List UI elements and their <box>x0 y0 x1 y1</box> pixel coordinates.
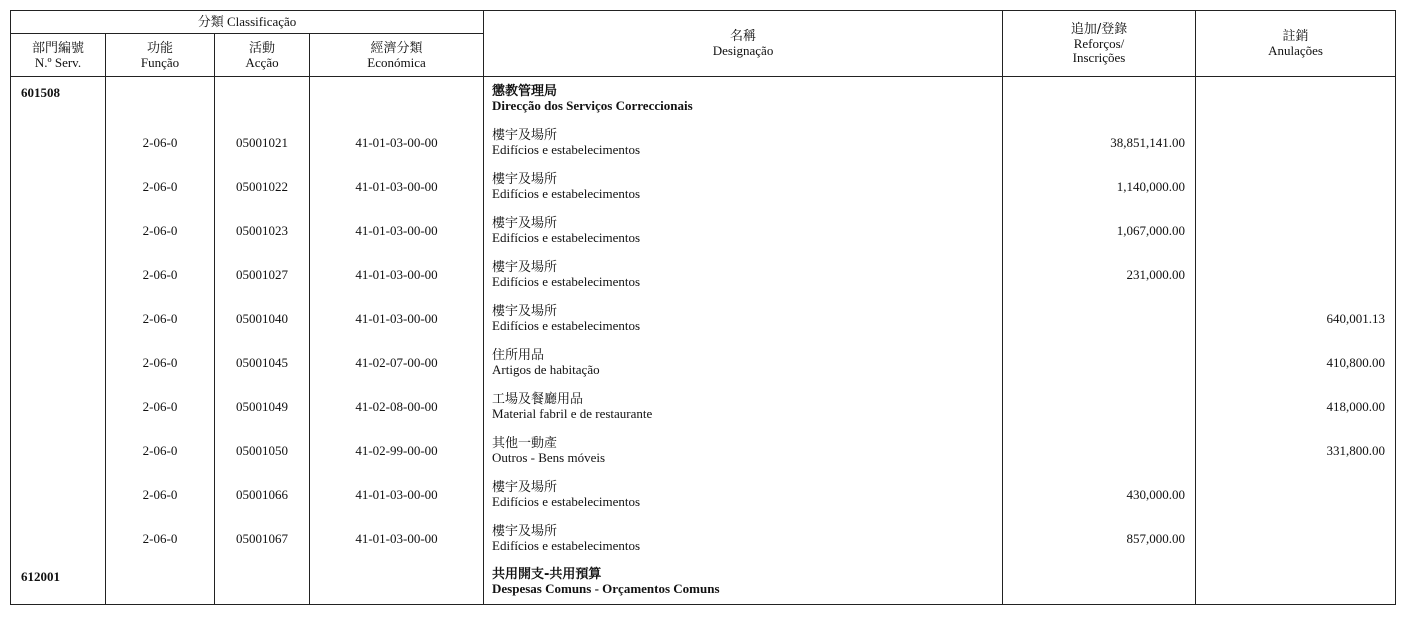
serv-cell <box>11 341 106 385</box>
anulacoes-cell <box>1196 165 1396 209</box>
serv-cell: 612001 <box>11 561 106 605</box>
budget-table <box>10 10 1396 605</box>
designacao-zh: 住所用品 <box>492 347 545 363</box>
classification-header: 分類 Classificação <box>11 11 484 34</box>
reforcos-cell <box>1003 385 1196 429</box>
serv-cell <box>11 209 106 253</box>
table-row <box>11 429 1396 473</box>
economica-cell: 41-02-07-00-00 <box>310 341 484 385</box>
designacao-pt: Edifícios e estabelecimentos <box>492 229 641 245</box>
accao-cell: 05001066 <box>215 473 310 517</box>
funcao-cell: 2-06-0 <box>106 253 215 297</box>
funcao-cell: 2-06-0 <box>106 429 215 473</box>
reforcos-cell: 1,067,000.00 <box>1003 209 1196 253</box>
funcao-cell: 2-06-0 <box>106 209 215 253</box>
reforcos-cell <box>1003 297 1196 341</box>
anulacoes-cell <box>1196 77 1396 121</box>
designacao-cell <box>484 297 1003 341</box>
designacao-cell <box>484 209 1003 253</box>
designacao-zh: 樓宇及場所 <box>492 127 558 143</box>
table-row <box>11 209 1396 253</box>
reforcos-cell <box>1003 429 1196 473</box>
accao-cell: 05001040 <box>215 297 310 341</box>
designacao-cell <box>484 165 1003 209</box>
table-row <box>11 341 1396 385</box>
funcao-cell <box>106 77 215 121</box>
designacao-cell <box>484 77 1003 121</box>
serv-cell <box>11 517 106 561</box>
designacao-zh: 樓宇及場所 <box>492 479 558 495</box>
funcao-cell: 2-06-0 <box>106 121 215 165</box>
designacao-zh: 懲教管理局 <box>492 83 558 99</box>
reforcos-cell: 857,000.00 <box>1003 517 1196 561</box>
reforcos-cell <box>1003 341 1196 385</box>
designacao-cell <box>484 429 1003 473</box>
anulacoes-cell <box>1196 517 1396 561</box>
accao-cell: 05001023 <box>215 209 310 253</box>
economica-cell: 41-01-03-00-00 <box>310 517 484 561</box>
designacao-header: 名稱 Designação <box>484 11 1003 77</box>
funcao-cell: 2-06-0 <box>106 517 215 561</box>
designacao-cell <box>484 385 1003 429</box>
reforcos-cell: 1,140,000.00 <box>1003 165 1196 209</box>
reforcos-cell <box>1003 561 1196 605</box>
anulacoes-cell: 331,800.00 <box>1196 429 1396 473</box>
designacao-pt: Edifícios e estabelecimentos <box>492 493 641 509</box>
table-row <box>11 473 1396 517</box>
economica-cell: 41-02-99-00-00 <box>310 429 484 473</box>
designacao-pt: Artigos de habitação <box>492 361 600 377</box>
designacao-zh: 其他一動產 <box>492 435 558 451</box>
economica-cell <box>310 561 484 605</box>
anulacoes-cell <box>1196 561 1396 605</box>
designacao-pt: Edifícios e estabelecimentos <box>492 141 641 157</box>
designacao-zh: 樓宇及場所 <box>492 303 558 319</box>
reforcos-header: 追加/登錄 Reforços/ Inscrições <box>1003 11 1196 77</box>
funcao-cell: 2-06-0 <box>106 473 215 517</box>
designacao-pt: Edifícios e estabelecimentos <box>492 185 641 201</box>
designacao-cell <box>484 121 1003 165</box>
economica-cell: 41-02-08-00-00 <box>310 385 484 429</box>
reforcos-cell <box>1003 77 1196 121</box>
anulacoes-cell <box>1196 209 1396 253</box>
economica-header: 經濟分類 Económica <box>310 34 484 77</box>
economica-cell: 41-01-03-00-00 <box>310 165 484 209</box>
economica-cell: 41-01-03-00-00 <box>310 297 484 341</box>
designacao-zh: 樓宇及場所 <box>492 523 558 539</box>
designacao-pt: Edifícios e estabelecimentos <box>492 273 641 289</box>
designacao-pt: Edifícios e estabelecimentos <box>492 537 641 553</box>
designacao-pt: Despesas Comuns - Orçamentos Comuns <box>492 581 720 597</box>
designacao-zh: 樓宇及場所 <box>492 259 558 275</box>
serv-header: 部門編號 N.º Serv. <box>11 34 106 77</box>
funcao-cell <box>106 561 215 605</box>
accao-cell: 05001049 <box>215 385 310 429</box>
anulacoes-cell <box>1196 253 1396 297</box>
designacao-zh: 樓宇及場所 <box>492 215 558 231</box>
designacao-pt: Outros - Bens móveis <box>492 449 606 465</box>
funcao-cell: 2-06-0 <box>106 297 215 341</box>
designacao-cell <box>484 473 1003 517</box>
accao-cell: 05001022 <box>215 165 310 209</box>
anulacoes-cell: 418,000.00 <box>1196 385 1396 429</box>
serv-cell <box>11 253 106 297</box>
serv-cell <box>11 385 106 429</box>
economica-cell: 41-01-03-00-00 <box>310 121 484 165</box>
funcao-cell: 2-06-0 <box>106 385 215 429</box>
table-row <box>11 165 1396 209</box>
designacao-zh: 共用開支-共用預算 <box>492 567 602 583</box>
table-row <box>11 297 1396 341</box>
anulacoes-cell: 410,800.00 <box>1196 341 1396 385</box>
designacao-zh: 樓宇及場所 <box>492 171 558 187</box>
table-body <box>11 77 1396 605</box>
economica-cell: 41-01-03-00-00 <box>310 253 484 297</box>
funcao-cell: 2-06-0 <box>106 165 215 209</box>
serv-cell <box>11 165 106 209</box>
economica-cell: 41-01-03-00-00 <box>310 209 484 253</box>
serv-cell <box>11 297 106 341</box>
serv-cell <box>11 429 106 473</box>
table-row <box>11 253 1396 297</box>
designacao-cell <box>484 341 1003 385</box>
designacao-cell <box>484 517 1003 561</box>
economica-cell <box>310 77 484 121</box>
budget-table-sheet <box>10 10 1395 608</box>
reforcos-cell: 231,000.00 <box>1003 253 1196 297</box>
economica-cell: 41-01-03-00-00 <box>310 473 484 517</box>
table-row <box>11 121 1396 165</box>
accao-cell: 05001045 <box>215 341 310 385</box>
accao-cell: 05001021 <box>215 121 310 165</box>
table-row <box>11 385 1396 429</box>
table-row <box>11 77 1396 121</box>
designacao-pt: Direcção dos Serviços Correccionais <box>492 97 693 113</box>
designacao-pt: Material fabril e de restaurante <box>492 405 653 421</box>
reforcos-cell: 430,000.00 <box>1003 473 1196 517</box>
accao-cell: 05001050 <box>215 429 310 473</box>
designacao-cell <box>484 253 1003 297</box>
designacao-pt: Edifícios e estabelecimentos <box>492 317 641 333</box>
anulacoes-cell <box>1196 121 1396 165</box>
accao-header: 活動 Acção <box>215 34 310 77</box>
anulacoes-cell: 640,001.13 <box>1196 297 1396 341</box>
accao-cell <box>215 561 310 605</box>
designacao-cell <box>484 561 1003 605</box>
funcao-cell: 2-06-0 <box>106 341 215 385</box>
accao-cell <box>215 77 310 121</box>
serv-cell: 601508 <box>11 77 106 121</box>
table-row <box>11 517 1396 561</box>
serv-cell <box>11 121 106 165</box>
anulacoes-cell <box>1196 473 1396 517</box>
designacao-zh: 工場及餐廳用品 <box>492 391 584 407</box>
table-row <box>11 561 1396 605</box>
serv-cell <box>11 473 106 517</box>
accao-cell: 05001027 <box>215 253 310 297</box>
anulacoes-header: 註銷 Anulações <box>1196 11 1396 77</box>
funcao-header: 功能 Função <box>106 34 215 77</box>
accao-cell: 05001067 <box>215 517 310 561</box>
reforcos-cell: 38,851,141.00 <box>1003 121 1196 165</box>
